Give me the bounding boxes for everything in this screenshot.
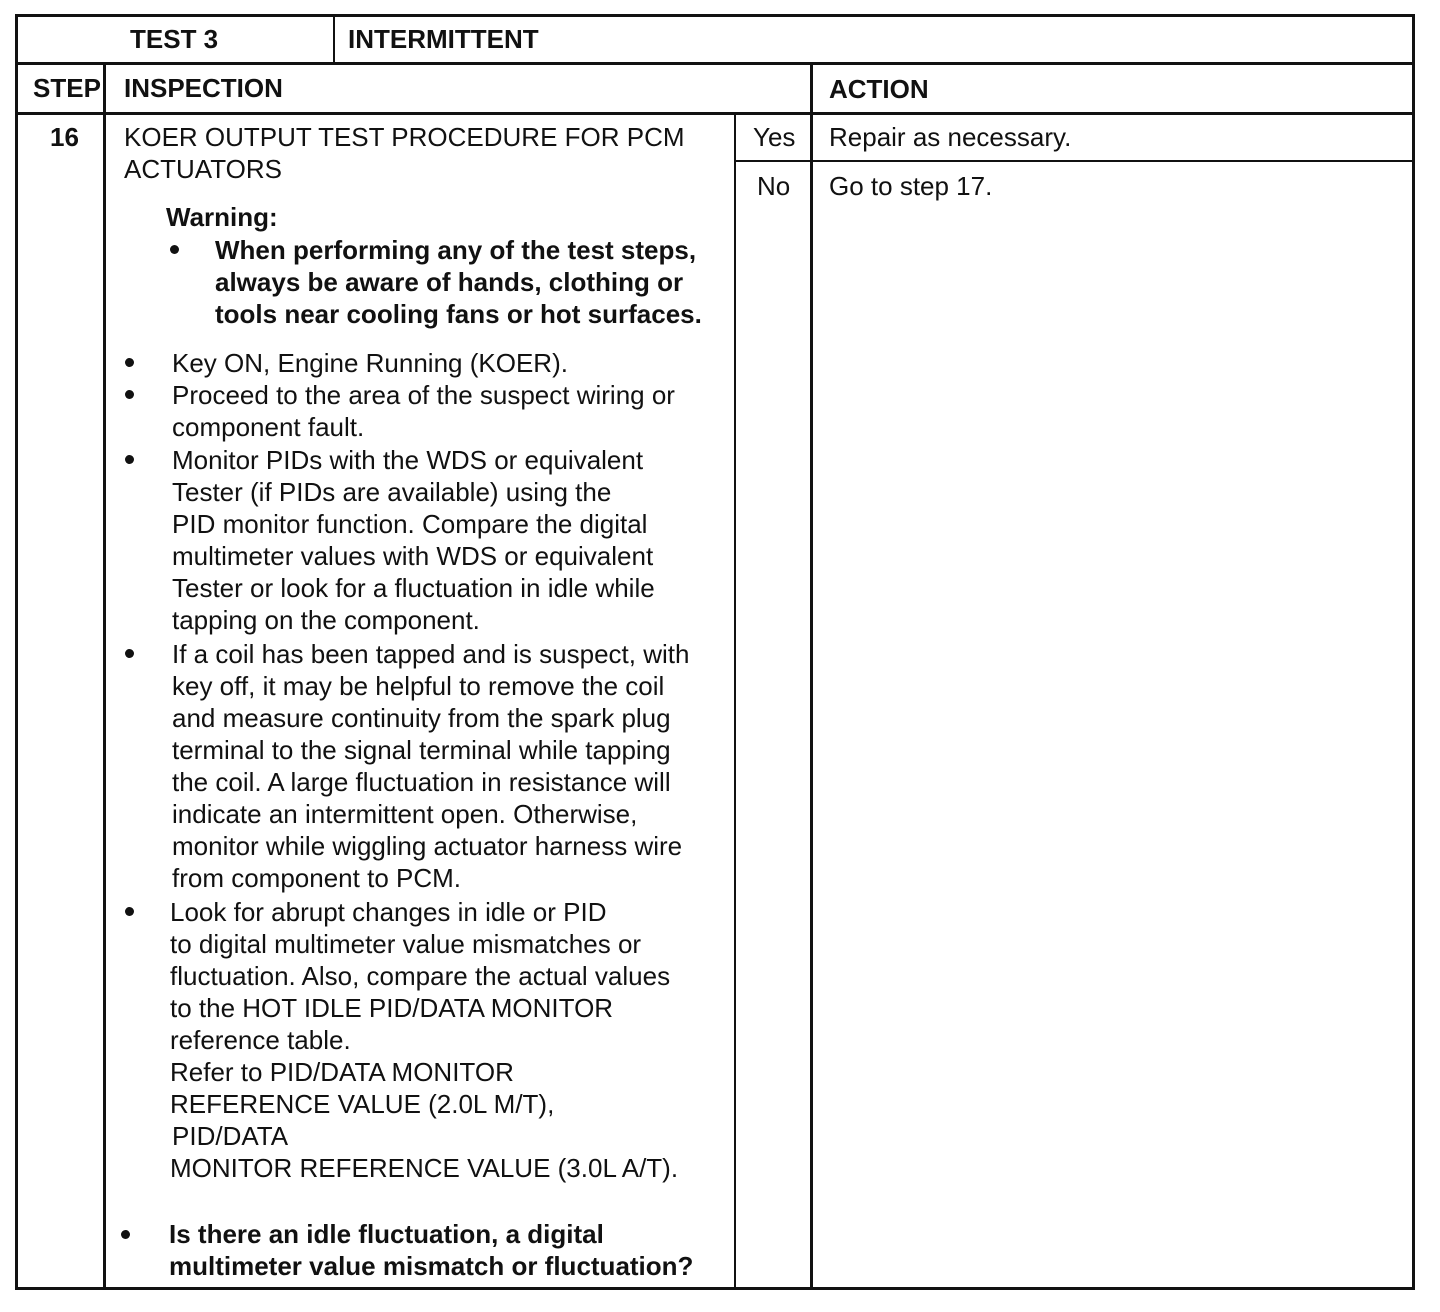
bullet-line: to the HOT IDLE PID/DATA MONITOR xyxy=(170,993,614,1023)
column-header-divider xyxy=(15,112,1415,115)
warning-line: tools near cooling fans or hot surfaces. xyxy=(215,299,702,329)
bullet-icon xyxy=(125,907,134,916)
bullet-line: indicate an intermittent open. Otherwise, xyxy=(172,799,638,829)
bullet-line: PID/DATA xyxy=(172,1121,289,1151)
bullet-line: Tester or look for a fluctuation in idle while xyxy=(172,573,655,603)
warning-label: Warning: xyxy=(166,202,278,232)
action-no: Go to step 17. xyxy=(829,171,993,201)
question-line: multimeter value mismatch or fluctuation? xyxy=(169,1251,694,1281)
bullet-icon xyxy=(125,390,134,399)
procedure-title-line1: KOER OUTPUT TEST PROCEDURE FOR PCM xyxy=(124,122,685,152)
bullet-line: Monitor PIDs with the WDS or equivalent xyxy=(172,445,644,475)
header-col-divider xyxy=(333,14,335,64)
procedure-title-line2: ACTUATORS xyxy=(124,154,282,184)
bullet-line: from component to PCM. xyxy=(172,863,461,893)
bullet-icon xyxy=(125,358,134,367)
bullet-line: and measure continuity from the spark plug xyxy=(172,703,671,733)
step-col-divider xyxy=(103,63,106,1288)
answer-no: No xyxy=(757,171,791,201)
bullet-line: Key ON, Engine Running (KOER). xyxy=(172,348,568,378)
warning-line: When performing any of the test steps, xyxy=(215,235,697,265)
bullet-line: PID monitor function. Compare the digital xyxy=(172,509,648,539)
bullet-line: terminal to the signal terminal while tapping xyxy=(172,735,671,765)
bullet-line: tapping on the component. xyxy=(172,605,480,635)
bullet-line: monitor while wiggling actuator harness wire xyxy=(172,831,683,861)
answer-col-left-divider xyxy=(734,113,736,1288)
bullet-line: Look for abrupt changes in idle or PID xyxy=(170,897,607,927)
bullet-line: If a coil has been tapped and is suspect, with xyxy=(172,639,690,669)
test-name: INTERMITTENT xyxy=(348,24,539,54)
question-bullet-icon xyxy=(121,1230,130,1239)
bullet-line: MONITOR REFERENCE VALUE (3.0L A/T). xyxy=(170,1153,679,1183)
bullet-line: REFERENCE VALUE (2.0L M/T), xyxy=(170,1089,555,1119)
bullet-line: to digital multimeter value mismatches or xyxy=(170,929,642,959)
question-line: Is there an idle fluctuation, a digital xyxy=(169,1219,604,1249)
answer-yes: Yes xyxy=(753,122,796,152)
bullet-icon xyxy=(125,455,134,464)
header-divider xyxy=(15,62,1415,65)
column-step: STEP xyxy=(33,73,101,103)
yes-no-divider xyxy=(735,160,1415,162)
warning-line: always be aware of hands, clothing or xyxy=(215,267,684,297)
bullet-line: Refer to PID/DATA MONITOR xyxy=(170,1057,514,1087)
bullet-line: component fault. xyxy=(172,412,365,442)
column-inspection: INSPECTION xyxy=(124,73,283,103)
warning-bullet-icon xyxy=(170,245,179,254)
column-action: ACTION xyxy=(829,74,929,104)
bullet-line: the coil. A large fluctuation in resistance will xyxy=(172,767,671,797)
action-yes: Repair as necessary. xyxy=(829,122,1072,152)
bullet-line: Proceed to the area of the suspect wiring or xyxy=(172,380,675,410)
bullet-line: fluctuation. Also, compare the actual values xyxy=(170,961,671,991)
bullet-line: reference table. xyxy=(170,1025,351,1055)
bullet-line: Tester (if PIDs are available) using the xyxy=(172,477,612,507)
bullet-icon xyxy=(125,649,134,658)
action-col-divider xyxy=(810,63,813,1288)
step-number: 16 xyxy=(50,122,79,152)
bullet-line: key off, it may be helpful to remove the coil xyxy=(172,671,665,701)
test-label: TEST 3 xyxy=(130,24,219,54)
bullet-line: multimeter values with WDS or equivalent xyxy=(172,541,654,571)
